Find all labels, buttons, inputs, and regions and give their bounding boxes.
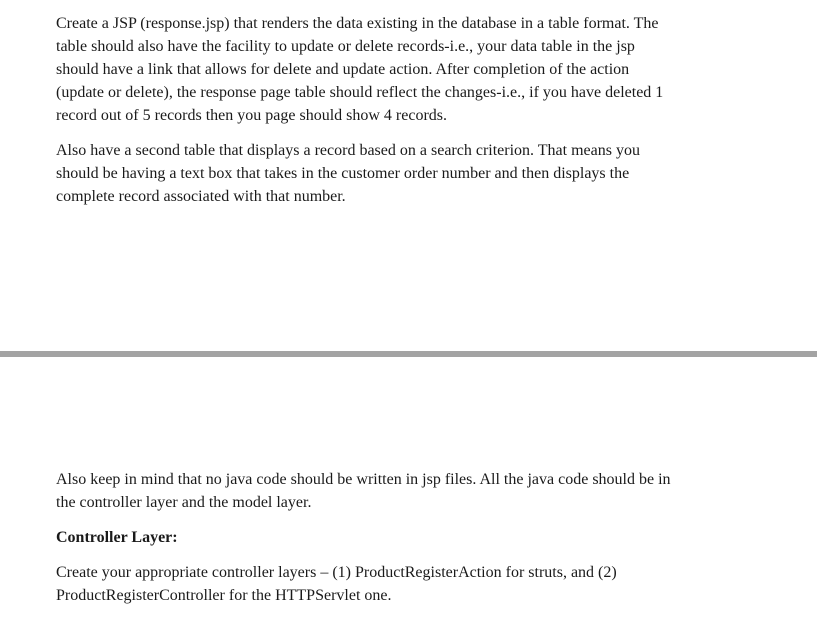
document-page-bottom: [0, 357, 817, 635]
text-line: the controller layer and the model layer.: [56, 494, 312, 511]
paragraph-no-java-code: [56, 468, 671, 514]
text-line: should have a link that allows for delete and update action. After completion of the action: [56, 61, 630, 78]
paragraph-controller-layers: [56, 561, 617, 607]
text-line: (update or delete), the response page table should reflect the changes-i.e., if you have deleted 1: [56, 84, 664, 101]
text-line: table should also have the facility to update or delete records-i.e., your data table in the jsp: [56, 38, 635, 55]
text-line: should be having a text box that takes in the customer order number and then displays the: [56, 165, 630, 182]
paragraph-second-table: [56, 139, 640, 208]
text-line: Also keep in mind that no java code should be written in jsp files. All the java code should be in: [56, 471, 671, 488]
heading-controller-layer: Controller Layer:: [56, 529, 178, 546]
paragraph-create-jsp: [56, 12, 663, 127]
text-line: Create a JSP (response.jsp) that renders the data existing in the database in a table format. The: [56, 15, 659, 32]
text-line: Create your appropriate controller layers – (1) ProductRegisterAction for struts, and (2): [56, 564, 617, 581]
text-line: record out of 5 records then you page should show 4 records.: [56, 107, 448, 124]
text-line: ProductRegisterController for the HTTPServlet one.: [56, 587, 392, 604]
text-line: complete record associated with that number.: [56, 188, 346, 205]
text-line: Also have a second table that displays a record based on a search criterion. That means you: [56, 142, 640, 159]
